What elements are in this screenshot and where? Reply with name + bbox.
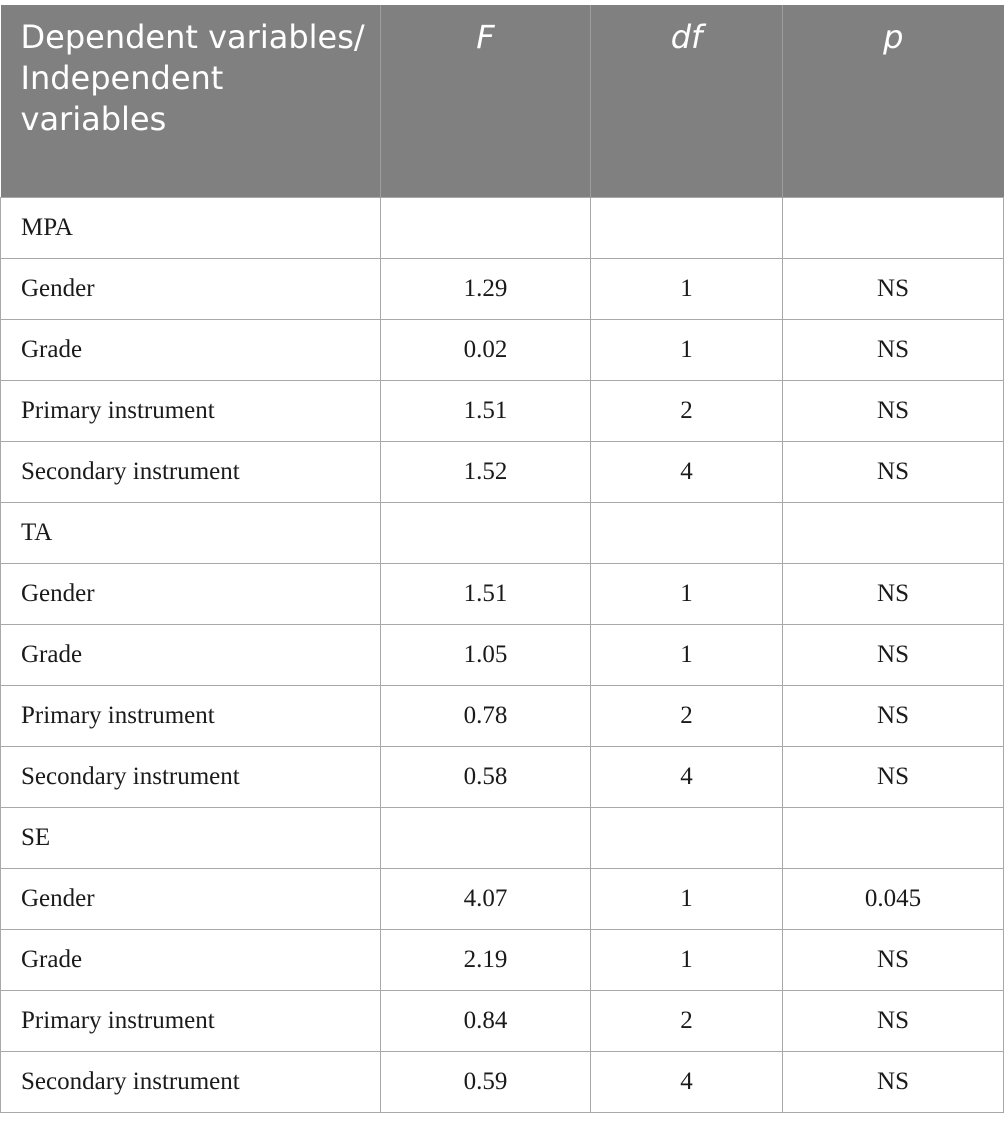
table-row bbox=[1, 807, 1004, 868]
row-label: MPA bbox=[1, 197, 381, 258]
table-header bbox=[1, 5, 1004, 197]
cell-p: NS bbox=[783, 441, 1004, 502]
cell-p bbox=[783, 807, 1004, 868]
cell-p: NS bbox=[783, 685, 1004, 746]
header-df: df bbox=[591, 5, 783, 197]
cell-df: 2 bbox=[591, 685, 783, 746]
table-row bbox=[1, 1051, 1004, 1112]
cell-f: 0.78 bbox=[381, 685, 591, 746]
cell-p: NS bbox=[783, 380, 1004, 441]
cell-df: 2 bbox=[591, 380, 783, 441]
cell-p: NS bbox=[783, 624, 1004, 685]
cell-df: 2 bbox=[591, 990, 783, 1051]
header-variables: Dependent variables/ Independent variables bbox=[1, 5, 381, 197]
row-label: Primary instrument bbox=[1, 380, 381, 441]
cell-df: 1 bbox=[591, 929, 783, 990]
cell-f bbox=[381, 502, 591, 563]
cell-f: 4.07 bbox=[381, 868, 591, 929]
row-label: Secondary instrument bbox=[1, 441, 381, 502]
header-f: F bbox=[381, 5, 591, 197]
header-p: p bbox=[783, 5, 1004, 197]
cell-df: 1 bbox=[591, 563, 783, 624]
cell-df: 1 bbox=[591, 258, 783, 319]
table-row bbox=[1, 624, 1004, 685]
table-row bbox=[1, 990, 1004, 1051]
cell-df bbox=[591, 502, 783, 563]
cell-df bbox=[591, 197, 783, 258]
row-label: Gender bbox=[1, 258, 381, 319]
table-row bbox=[1, 319, 1004, 380]
cell-f: 1.51 bbox=[381, 380, 591, 441]
cell-df: 4 bbox=[591, 441, 783, 502]
row-label: Grade bbox=[1, 929, 381, 990]
table-row bbox=[1, 380, 1004, 441]
cell-df: 4 bbox=[591, 1051, 783, 1112]
cell-p: NS bbox=[783, 929, 1004, 990]
cell-f: 1.05 bbox=[381, 624, 591, 685]
anova-table bbox=[0, 5, 1004, 1113]
row-label: Secondary instrument bbox=[1, 1051, 381, 1112]
cell-f bbox=[381, 807, 591, 868]
cell-f: 1.29 bbox=[381, 258, 591, 319]
table-row bbox=[1, 258, 1004, 319]
cell-f: 2.19 bbox=[381, 929, 591, 990]
cell-f bbox=[381, 197, 591, 258]
cell-p: NS bbox=[783, 563, 1004, 624]
cell-df: 1 bbox=[591, 319, 783, 380]
cell-f: 0.58 bbox=[381, 746, 591, 807]
table-body bbox=[1, 197, 1004, 1112]
cell-f: 0.02 bbox=[381, 319, 591, 380]
cell-p: NS bbox=[783, 319, 1004, 380]
header-row bbox=[1, 5, 1004, 197]
cell-f: 1.51 bbox=[381, 563, 591, 624]
cell-df: 1 bbox=[591, 868, 783, 929]
cell-p: 0.045 bbox=[783, 868, 1004, 929]
row-label: SE bbox=[1, 807, 381, 868]
row-label: Grade bbox=[1, 319, 381, 380]
table-row bbox=[1, 197, 1004, 258]
table-row bbox=[1, 929, 1004, 990]
row-label: Gender bbox=[1, 563, 381, 624]
table-row bbox=[1, 746, 1004, 807]
cell-f: 1.52 bbox=[381, 441, 591, 502]
table-row bbox=[1, 563, 1004, 624]
row-label: Gender bbox=[1, 868, 381, 929]
row-label: Primary instrument bbox=[1, 685, 381, 746]
row-label: Primary instrument bbox=[1, 990, 381, 1051]
row-label: TA bbox=[1, 502, 381, 563]
cell-p: NS bbox=[783, 258, 1004, 319]
cell-p: NS bbox=[783, 990, 1004, 1051]
cell-p bbox=[783, 502, 1004, 563]
cell-f: 0.84 bbox=[381, 990, 591, 1051]
cell-df: 1 bbox=[591, 624, 783, 685]
table-row bbox=[1, 868, 1004, 929]
cell-f: 0.59 bbox=[381, 1051, 591, 1112]
cell-df: 4 bbox=[591, 746, 783, 807]
cell-df bbox=[591, 807, 783, 868]
cell-p: NS bbox=[783, 746, 1004, 807]
cell-p: NS bbox=[783, 1051, 1004, 1112]
cell-p bbox=[783, 197, 1004, 258]
row-label: Secondary instrument bbox=[1, 746, 381, 807]
row-label: Grade bbox=[1, 624, 381, 685]
table-row bbox=[1, 441, 1004, 502]
table-row bbox=[1, 502, 1004, 563]
table-row bbox=[1, 685, 1004, 746]
